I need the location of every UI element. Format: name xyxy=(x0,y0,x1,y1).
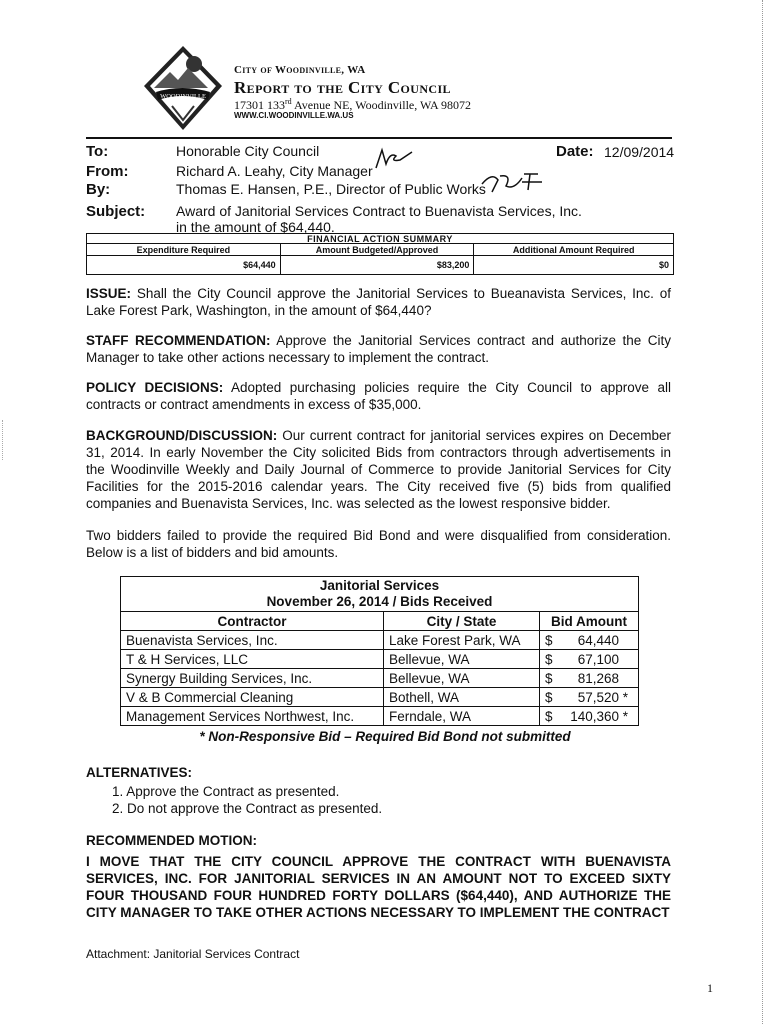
bid-city: Bothell, WA xyxy=(384,688,540,707)
list-item: 1. Approve the Contract as presented. xyxy=(112,784,340,799)
non-responsive-footnote: * Non-Responsive Bid – Required Bid Bond not submitted xyxy=(199,729,571,744)
table-row xyxy=(121,707,639,726)
bid-contractor: Buenavista Services, Inc. xyxy=(121,631,384,650)
signature-initials-icon xyxy=(478,170,548,194)
list-item: 2. Do not approve the Contract as presented. xyxy=(112,801,383,816)
page-number: 1 xyxy=(707,981,713,995)
additional-amount: $0 xyxy=(474,256,674,275)
city-address: 17301 133rd Avenue NE, Woodinville, WA 98072 xyxy=(234,97,472,112)
bid-contractor: V & B Commercial Cleaning xyxy=(121,688,384,707)
bids-header-city: City / State xyxy=(384,612,540,631)
background-paragraph: BACKGROUND/DISCUSSION: Our current contract for janitorial services expires on December 31, 2014. In early November the City solicited Bids from contractors through advertisements in the Woodinville Weekly and Daily Journal of Commerce to provide Janitorial Services for City Facilities for the 2015-2016 calendar years. The City received five (5) bids from qualified companies and Buenavista Services, Inc. was selected as the lowest responsive bidder. xyxy=(86,428,671,511)
table-row xyxy=(121,631,639,650)
signature-initials-icon xyxy=(372,146,418,172)
financial-header: Expenditure Required xyxy=(87,244,281,256)
bid-amount: $ 57,520 * xyxy=(540,688,639,707)
city-name: City of Woodinville, WA xyxy=(234,64,366,76)
attachment-note: Attachment: Janitorial Services Contract xyxy=(86,947,300,961)
bid-city: Bellevue, WA xyxy=(384,650,540,669)
financial-summary-title: FINANCIAL ACTION SUMMARY xyxy=(87,234,674,244)
alternatives-list xyxy=(112,783,382,817)
bids-header-amount: Bid Amount xyxy=(540,612,639,631)
bidders-note-paragraph: Two bidders failed to provide the required Bid Bond and were disqualified from consideration. Below is a list of bidders and bid amounts. xyxy=(86,528,671,560)
bid-contractor: Synergy Building Services, Inc. xyxy=(121,669,384,688)
alternatives-heading: ALTERNATIVES: xyxy=(86,765,192,780)
report-title: Report to the City Council xyxy=(234,78,451,97)
subject-label: Subject: xyxy=(86,203,146,220)
bid-city: Lake Forest Park, WA xyxy=(384,631,540,650)
expenditure-required: $64,440 xyxy=(87,256,281,275)
date-label: Date: xyxy=(556,143,594,160)
by-label: By: xyxy=(86,181,111,198)
bid-amount: $ 81,268 xyxy=(540,669,639,688)
issue-paragraph: ISSUE: Shall the City Council approve the Janitorial Services to Bueanavista Services, Inc. of Lake Forest Park, Washington, in the amount of $64,440? xyxy=(86,286,671,318)
scan-margin-dots xyxy=(2,420,5,460)
recommended-motion-heading: RECOMMENDED MOTION: xyxy=(86,833,257,848)
city-seal-icon xyxy=(142,44,224,134)
bid-contractor: T & H Services, LLC xyxy=(121,650,384,669)
table-row xyxy=(121,669,639,688)
scan-edge-line xyxy=(762,0,763,1024)
bid-amount: $ 64,440 xyxy=(540,631,639,650)
bid-contractor: Management Services Northwest, Inc. xyxy=(121,707,384,726)
header-rule xyxy=(86,137,672,139)
subject-line-2: in the amount of $64,440. xyxy=(176,219,335,235)
bid-city: Bellevue, WA xyxy=(384,669,540,688)
table-row xyxy=(121,650,639,669)
staff-recommendation-paragraph: STAFF RECOMMENDATION: Approve the Janitorial Services contract and authorize the City Manager to take other actions necessary to implement the contract. xyxy=(86,333,672,365)
bid-amount: $ 140,360 * xyxy=(540,707,639,726)
bid-amount: $ 67,100 xyxy=(540,650,639,669)
financial-header: Amount Budgeted/Approved xyxy=(280,244,474,256)
amount-budgeted: $83,200 xyxy=(280,256,474,275)
to-value: Honorable City Council xyxy=(176,143,320,159)
from-label: From: xyxy=(86,163,129,180)
from-value: Richard A. Leahy, City Manager xyxy=(176,163,373,179)
bids-header-contractor: Contractor xyxy=(121,612,384,631)
subject-line-1: Award of Janitorial Services Contract to Buenavista Services, Inc. xyxy=(176,203,582,219)
logo-wordmark: WOODINVILLE xyxy=(160,93,206,100)
policy-paragraph: POLICY DECISIONS: Adopted purchasing policies require the City Council to approve all contracts or contract amendments in excess of $35,000. xyxy=(86,380,671,412)
date-value: 12/09/2014 xyxy=(604,144,675,160)
city-website: WWW.CI.WOODINVILLE.WA.US xyxy=(234,111,354,120)
bid-city: Ferndale, WA xyxy=(384,707,540,726)
table-row xyxy=(121,688,639,707)
by-value: Thomas E. Hansen, P.E., Director of Public Works xyxy=(176,181,486,197)
recommended-motion-text: I MOVE THAT THE CITY COUNCIL APPROVE THE CONTRACT WITH BUENAVISTA SERVICES, INC. FOR JANITORIAL SERVICES IN AN AMOUNT NOT TO EXCEED SIXTY FOUR THOUSAND FOUR HUNDRED FORTY DOLLARS ($64,440), AND AUTHORIZE THE CITY MANAGER TO TAKE OTHER ACTIONS NECESSARY TO IMPLEMENT THE CONTRACT xyxy=(86,854,671,920)
to-label: To: xyxy=(86,143,109,160)
financial-summary-table xyxy=(86,233,674,275)
bids-table-title: Janitorial Services November 26, 2014 / Bids Received xyxy=(121,577,639,612)
bids-table xyxy=(120,576,639,726)
financial-header: Additional Amount Required xyxy=(474,244,674,256)
